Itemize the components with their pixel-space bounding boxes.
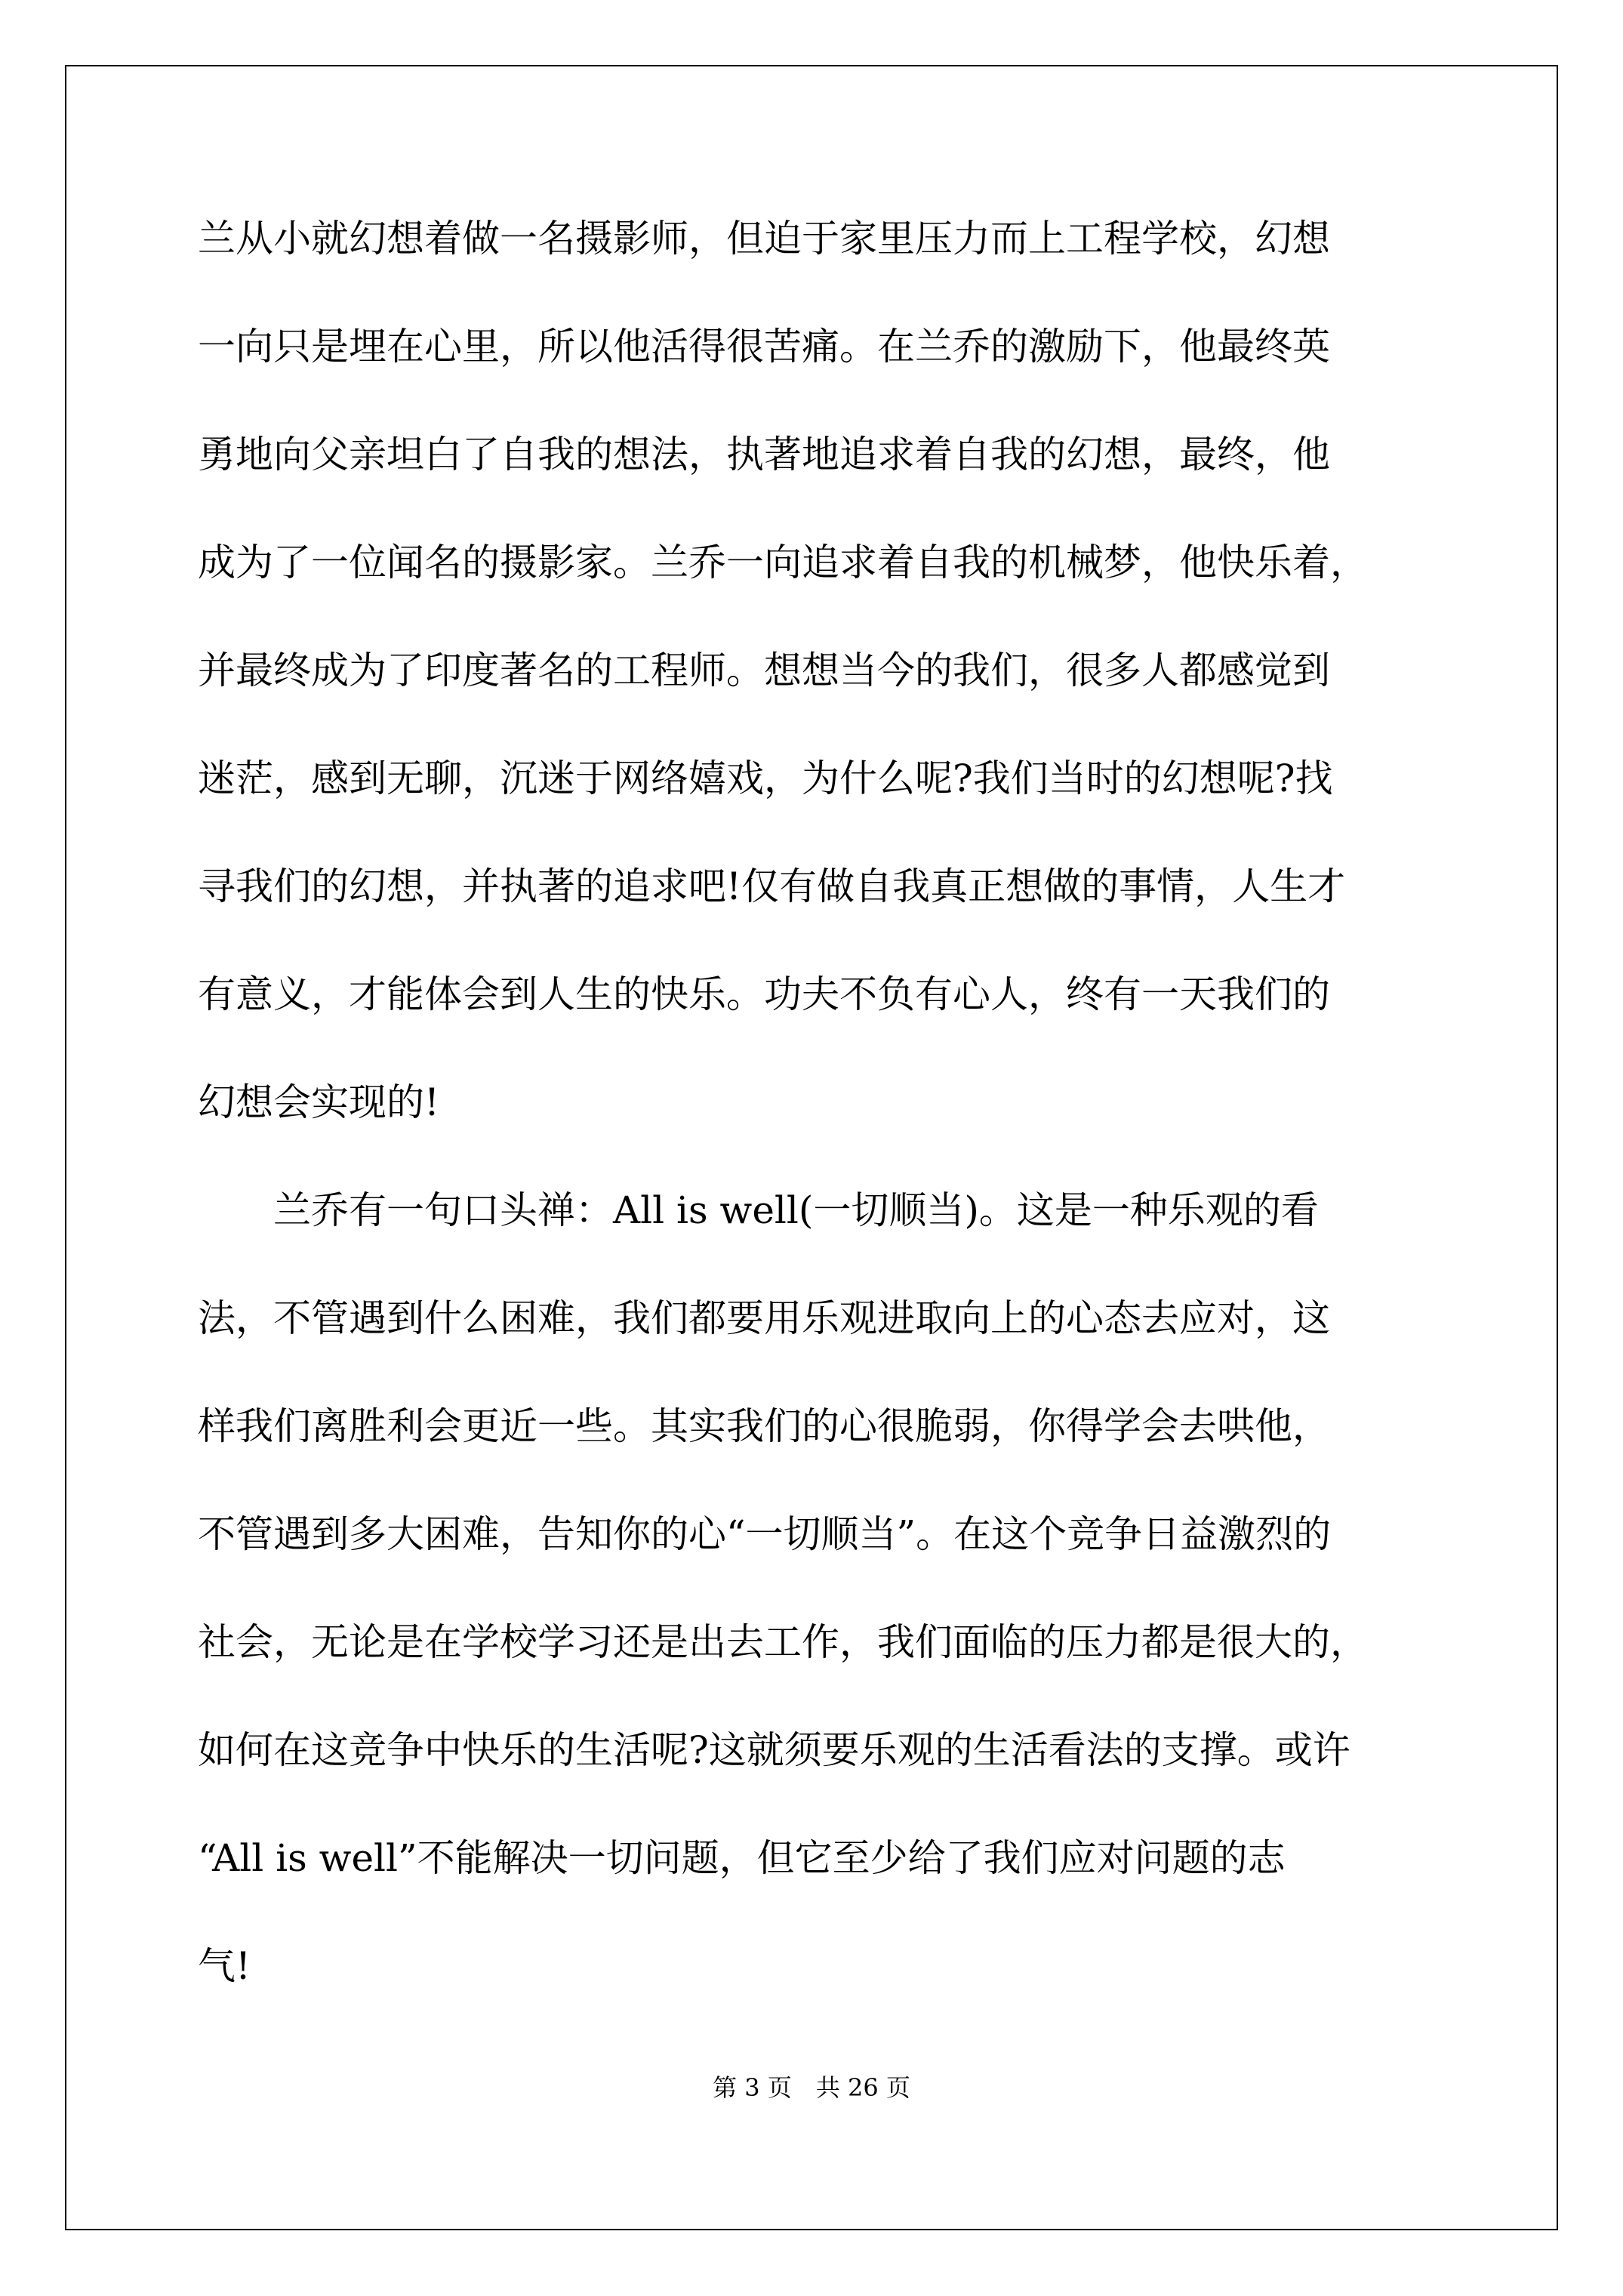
page-number: 第 3 页 共 26 页 [713, 2073, 910, 2102]
text-line: 气! [198, 1944, 251, 1988]
text-line: “All is well”不能解决一切问题，但它至少给了我们应对问题的志 [198, 1836, 1286, 1880]
text-line: 并最终成为了印度著名的工程师。想想当今的我们，很多人都感觉到 [198, 649, 1330, 692]
text-line: 有意义，才能体会到人生的快乐。功夫不负有心人，终有一天我们的 [198, 972, 1330, 1016]
text-line: 成为了一位闻名的摄影家。兰乔一向追求着自我的机械梦，他快乐着， [198, 541, 1368, 584]
text-line: 兰从小就幻想着做一名摄影师，但迫于家里压力而上工程学校，幻想 [198, 217, 1330, 260]
text-line: 兰乔有一句口头禅：All is well(一切顺当)。这是一种乐观的看 [198, 1188, 1319, 1232]
text-line: 迷茫，感到无聊，沉迷于网络嬉戏，为什么呢?我们当时的幻想呢?找 [198, 757, 1333, 800]
page-border [65, 65, 1558, 2230]
text-line: 如何在这竞争中快乐的生活呢?这就须要乐观的生活看法的支撑。或许 [198, 1728, 1350, 1772]
text-line: 一向只是埋在心里，所以他活得很苦痛。在兰乔的激励下，他最终英 [198, 325, 1330, 368]
text-line: 社会，无论是在学校学习还是出去工作，我们面临的压力都是很大的， [198, 1620, 1368, 1664]
text-line: 勇地向父亲坦白了自我的想法，执著地追求着自我的幻想，最终，他 [198, 433, 1330, 476]
text-line: 幻想会实现的! [198, 1080, 440, 1124]
text-line: 寻我们的幻想，并执著的追求吧!仅有做自我真正想做的事情，人生才 [198, 864, 1346, 908]
text-line: 法，不管遇到什么困难，我们都要用乐观进取向上的心态去应对，这 [198, 1296, 1330, 1340]
text-line: 不管遇到多大困难，告知你的心“一切顺当”。在这个竞争日益激烈的 [198, 1512, 1332, 1556]
text-line: 样我们离胜利会更近一些。其实我们的心很脆弱，你得学会去哄他， [198, 1404, 1330, 1448]
